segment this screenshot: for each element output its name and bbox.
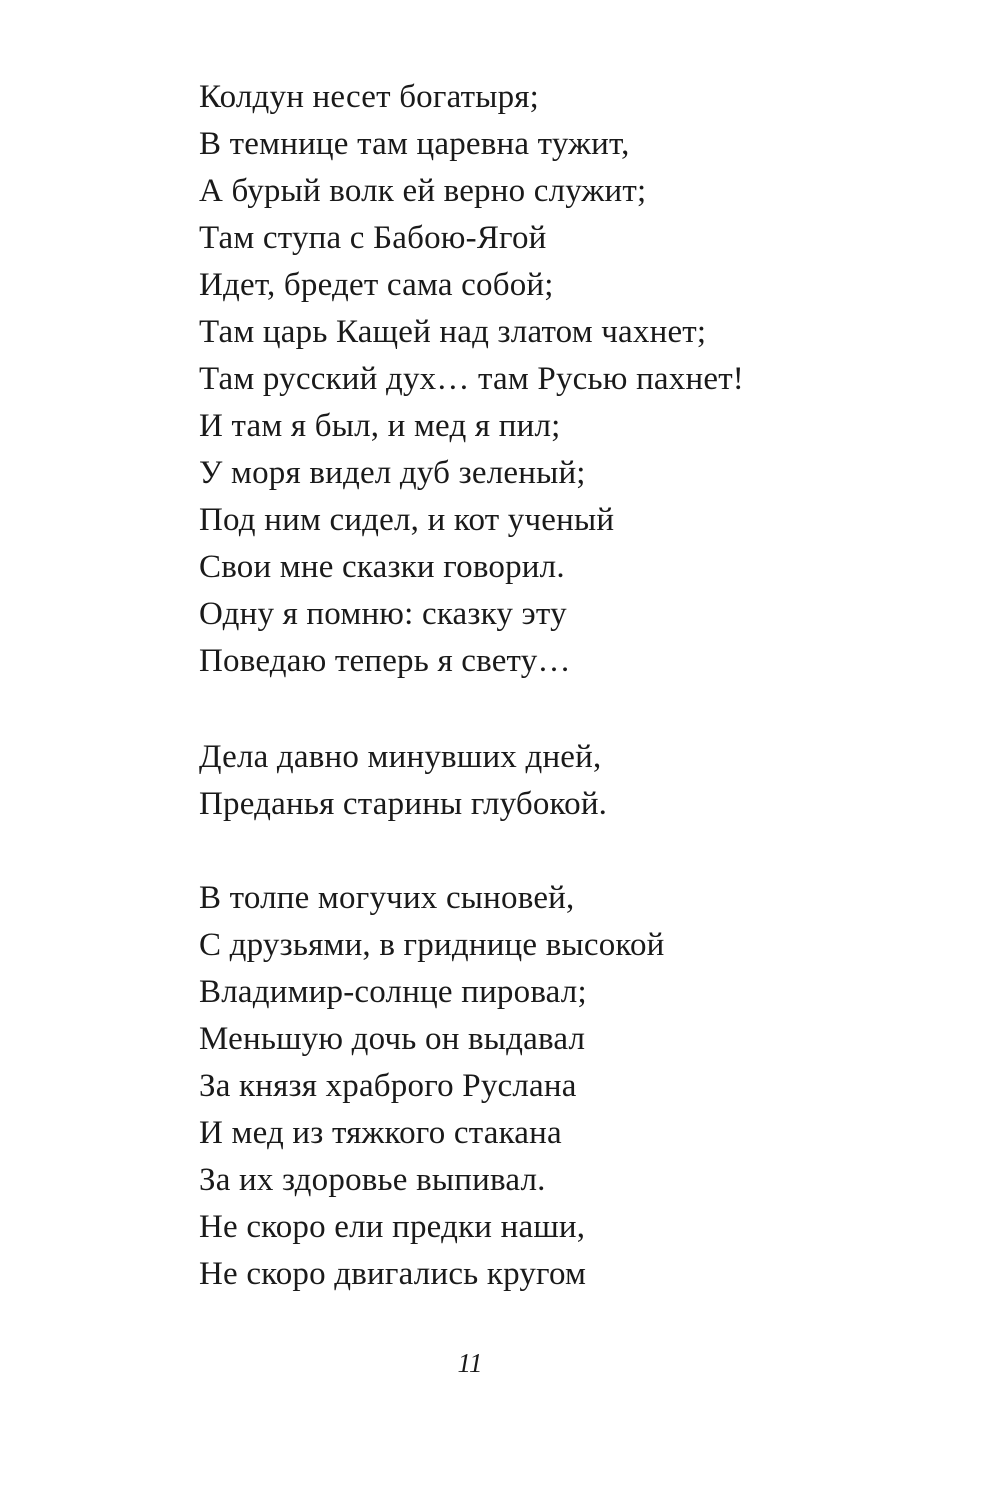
verse-line: Там ступа с Бабою-Ягой (199, 220, 547, 256)
verse-line: И там я был, и мед я пил; (199, 408, 561, 444)
verse-line: За князя храброго Руслана (199, 1068, 577, 1104)
verse-line: Поведаю теперь я свету… (199, 643, 571, 679)
verse-line: Владимир-солнце пировал; (199, 974, 587, 1010)
verse-line: У моря видел дуб зеленый; (199, 455, 586, 491)
stanza (199, 875, 665, 1298)
verse-line: Там царь Кащей над златом чахнет; (199, 314, 707, 350)
page-number: 11 (457, 1348, 483, 1378)
verse-line: Не скоро ели предки наши, (199, 1209, 586, 1245)
verse-line: Не скоро двигались кругом (199, 1256, 587, 1292)
verse-line: Идет, бредет сама собой; (199, 267, 554, 303)
verse-line: В темнице там царевна тужит, (199, 126, 630, 162)
verse-line: И мед из тяжкого стакана (199, 1115, 562, 1151)
verse-line: За их здоровье выпивал. (199, 1162, 546, 1198)
verse-line: Под ним сидел, и кот ученый (199, 502, 615, 538)
verse-line: Колдун несет богатыря; (199, 79, 540, 115)
verse-line: Преданья старины глубокой. (199, 786, 608, 822)
verse-line: А бурый волк ей верно служит; (199, 173, 647, 209)
verse-line: Одну я помню: сказку эту (199, 596, 567, 632)
verse-line: Дела давно минувших дней, (199, 739, 602, 775)
verse-line: Свои мне сказки говорил. (199, 549, 565, 585)
verse-line: Там русский дух… там Русью пахнет! (199, 361, 744, 397)
verse-line: В толпе могучих сыновей, (199, 880, 575, 916)
stanza (199, 74, 744, 685)
verse-line: С друзьями, в гриднице высокой (199, 927, 665, 963)
stanza (199, 734, 607, 828)
verse-line: Меньшую дочь он выдавал (199, 1021, 586, 1057)
